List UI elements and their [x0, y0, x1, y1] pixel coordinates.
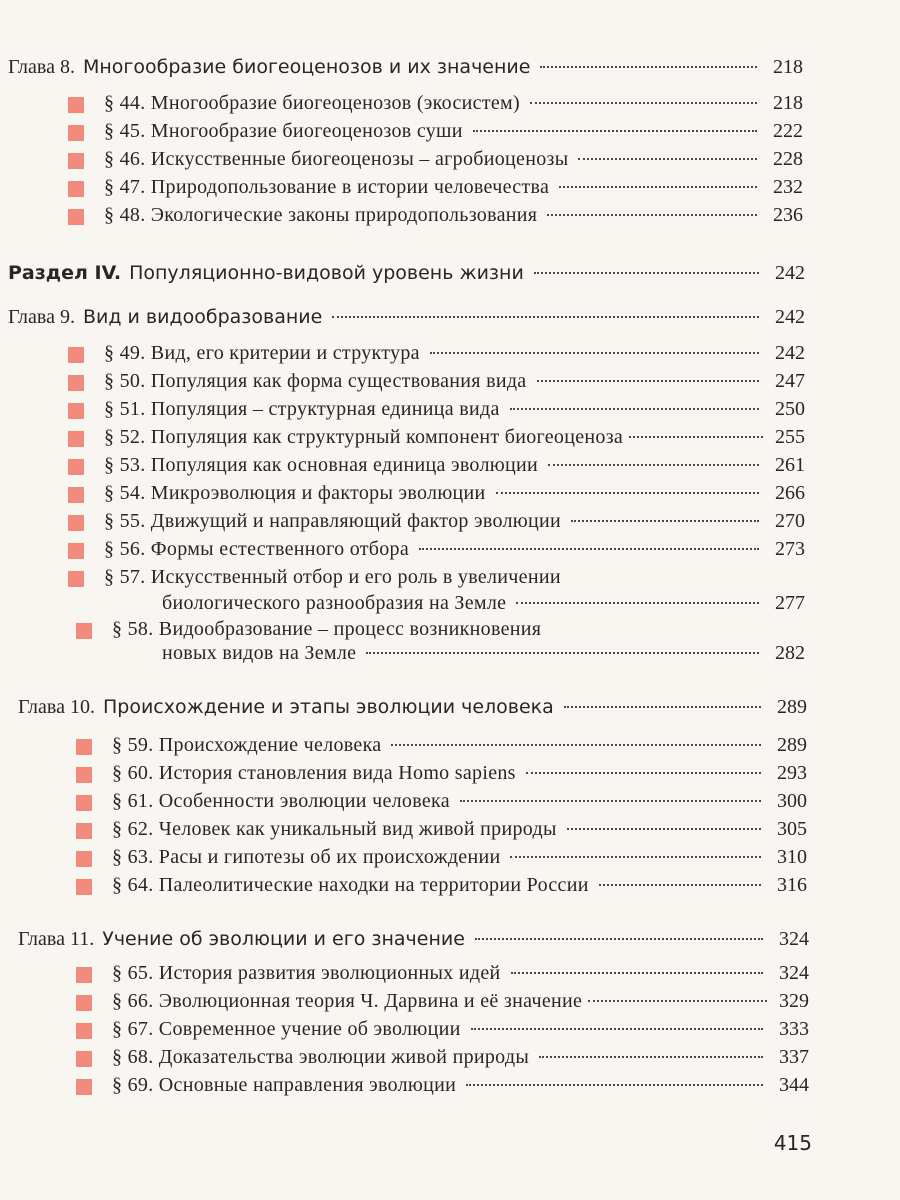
footer-page-number: 415: [773, 1131, 812, 1155]
bullet-square-icon: [68, 459, 84, 475]
toc-entry[interactable]: [112, 962, 809, 985]
toc-entry[interactable]: [104, 342, 805, 365]
page-number: 277: [775, 592, 805, 614]
page-number: 218: [773, 56, 803, 78]
chapter-number: Глава 11.: [18, 928, 95, 950]
entry-title-continued: новых видов на Земле: [162, 642, 357, 664]
chapter-heading[interactable]: [8, 56, 803, 79]
dot-leader: [540, 66, 757, 68]
dot-leader: [548, 464, 759, 466]
bullet-square-icon: [76, 1023, 92, 1039]
dot-leader: [473, 130, 757, 132]
bullet-square-icon: [68, 97, 84, 113]
section-title: [129, 262, 524, 284]
toc-entry[interactable]: [104, 92, 803, 115]
bullet-square-icon: [68, 487, 84, 503]
entry-title: § 58. Видообразование – процесс возникновения: [112, 618, 542, 640]
bullet-square-icon: [76, 1051, 92, 1067]
entry-title: § 50. Популяция как форма существования вида: [104, 370, 527, 392]
dot-leader: [578, 158, 757, 160]
bullet-square-icon: [68, 431, 84, 447]
entry-title: § 47. Природопользование в истории человечества: [104, 176, 550, 198]
dot-leader: [547, 214, 757, 216]
dot-leader: [629, 436, 763, 438]
toc-entry[interactable]: [112, 734, 807, 757]
bullet-square-icon: [68, 209, 84, 225]
toc-entry[interactable]: [112, 846, 807, 869]
toc-entry[interactable]: [104, 426, 805, 449]
entry-title: § 52. Популяция как структурный компонент биогеоценоза: [104, 426, 624, 448]
page-number: 247: [775, 370, 805, 392]
entry-title: § 68. Доказательства эволюции живой природы: [112, 1046, 530, 1068]
dot-leader: [537, 380, 760, 382]
bullet-square-icon: [68, 543, 84, 559]
toc-entry[interactable]: [112, 790, 807, 813]
dot-leader: [599, 884, 761, 886]
chapter-title: Многообразие биогеоценозов и их значение: [82, 56, 531, 78]
page-number: 270: [775, 510, 805, 532]
bullet-square-icon: [68, 347, 84, 363]
chapter-heading[interactable]: [18, 696, 807, 719]
page-number: 232: [773, 176, 803, 198]
toc-entry[interactable]: [104, 398, 805, 421]
page-number: 242: [775, 306, 805, 328]
entry-title: § 69. Основные направления эволюции: [112, 1074, 457, 1096]
entry-title: § 56. Формы естественного отбора: [104, 538, 410, 560]
entry-title: § 51. Популяция – структурная единица вида: [104, 398, 500, 420]
dot-leader: [530, 102, 757, 104]
page-number: 324: [779, 962, 809, 984]
page-number: 236: [773, 204, 803, 226]
page-number: 250: [775, 398, 805, 420]
entry-title: § 60. История становления вида Homo sapiens: [112, 762, 516, 784]
chapter-title: Вид и видообразование: [82, 306, 323, 328]
bullet-square-icon: [76, 1079, 92, 1095]
page-number: 289: [777, 734, 807, 756]
page-number: 261: [775, 454, 805, 476]
entry-title: § 55. Движущий и направляющий фактор эволюции: [104, 510, 562, 532]
page-number: 228: [773, 148, 803, 170]
entry-title: § 44. Многообразие биогеоценозов (экосистем): [104, 92, 520, 114]
dot-leader: [571, 520, 759, 522]
entry-title: § 46. Искусственные биогеоценозы – агробиоценозы: [104, 148, 569, 170]
entry-title: § 63. Расы и гипотезы об их происхождении: [112, 846, 501, 868]
bullet-square-icon: [68, 181, 84, 197]
dot-leader: [567, 828, 761, 830]
section-heading[interactable]: [8, 262, 805, 285]
dot-leader: [366, 652, 759, 654]
chapter-number: Глава 8.: [8, 56, 75, 78]
dot-leader: [534, 272, 759, 274]
toc-entry[interactable]: [104, 538, 805, 561]
toc-entry[interactable]: [112, 1018, 809, 1041]
entry-title: § 53. Популяция как основная единица эволюции: [104, 454, 538, 476]
toc-entry-line1[interactable]: [104, 566, 805, 589]
bullet-square-icon: [68, 571, 84, 587]
bullet-square-icon: [68, 403, 84, 419]
bullet-square-icon: [76, 739, 92, 755]
chapter-heading[interactable]: [8, 306, 805, 329]
bullet-square-icon: [76, 967, 92, 983]
page-number: 242: [775, 342, 805, 364]
entry-title: § 65. История развития эволюционных идей: [112, 962, 501, 984]
entry-title: § 61. Особенности эволюции человека: [112, 790, 450, 812]
entry-title-continued: биологического разнообразия на Земле: [162, 592, 507, 614]
chapter-number: Глава 9.: [8, 306, 75, 328]
page-number: 266: [775, 482, 805, 504]
entry-title: § 54. Микроэволюция и факторы эволюции: [104, 482, 486, 504]
toc-entry-line2[interactable]: [162, 592, 805, 615]
dot-leader: [496, 492, 759, 494]
dot-leader: [419, 548, 759, 550]
dot-leader: [564, 706, 761, 708]
chapter-title: Учение об эволюции и его значение: [102, 928, 465, 950]
toc-entry[interactable]: [104, 510, 805, 533]
dot-leader: [539, 1056, 763, 1058]
toc-entry[interactable]: [104, 120, 803, 143]
bullet-square-icon: [68, 515, 84, 531]
page-number: 273: [775, 538, 805, 560]
dot-leader: [475, 938, 763, 940]
entry-title: § 49. Вид, его критерии и структура: [104, 342, 420, 364]
section-title-text: Популяционно-видовой уровень жизни: [129, 262, 524, 284]
page-number: 300: [777, 790, 807, 812]
page-number: 222: [773, 120, 803, 142]
page-number: 316: [777, 874, 807, 896]
bullet-square-icon: [76, 851, 92, 867]
page-number: 310: [777, 846, 807, 868]
toc-entry[interactable]: [112, 1074, 809, 1097]
entry-title: § 62. Человек как уникальный вид живой природы: [112, 818, 557, 840]
dot-leader: [471, 1028, 763, 1030]
bullet-square-icon: [76, 767, 92, 783]
toc-entry-line2[interactable]: [162, 642, 805, 665]
entry-title: § 67. Современное учение об эволюции: [112, 1018, 461, 1040]
entry-title: § 64. Палеолитические находки на территории России: [112, 874, 589, 896]
dot-leader: [466, 1084, 763, 1086]
page-number: 324: [779, 928, 809, 950]
dot-leader: [588, 1000, 767, 1002]
page-number: 282: [775, 642, 805, 664]
toc-entry[interactable]: [112, 874, 807, 897]
toc-entry[interactable]: [112, 1046, 809, 1069]
bullet-square-icon: [68, 125, 84, 141]
section-number: Раздел IV.: [8, 262, 122, 284]
toc-entry[interactable]: [112, 818, 807, 841]
bullet-square-icon: [76, 623, 92, 639]
dot-leader: [391, 744, 761, 746]
page-number: 242: [775, 262, 805, 284]
dot-leader: [559, 186, 757, 188]
chapter-number: Глава 10.: [18, 696, 95, 718]
dot-leader: [526, 772, 761, 774]
page-number: 218: [773, 92, 803, 114]
page-number: 333: [779, 1018, 809, 1040]
bullet-square-icon: [76, 795, 92, 811]
page-number: 255: [775, 426, 805, 448]
page-number: 293: [777, 762, 807, 784]
page-number: 337: [779, 1046, 809, 1068]
toc-entry[interactable]: [104, 482, 805, 505]
toc-entry-line1[interactable]: [112, 618, 805, 641]
dot-leader: [460, 800, 761, 802]
bullet-square-icon: [68, 375, 84, 391]
toc-entry[interactable]: [104, 176, 803, 199]
entry-title: § 66. Эволюционная теория Ч. Дарвина и её значение: [112, 990, 583, 1012]
dot-leader: [511, 972, 763, 974]
toc-entry[interactable]: [112, 762, 807, 785]
toc-entry[interactable]: [104, 370, 805, 393]
entry-title: § 59. Происхождение человека: [112, 734, 382, 756]
dot-leader: [430, 352, 759, 354]
dot-leader: [332, 316, 759, 318]
page-number: 344: [779, 1074, 809, 1096]
page-number: 289: [777, 696, 807, 718]
bullet-square-icon: [76, 995, 92, 1011]
bullet-square-icon: [76, 823, 92, 839]
entry-title: § 48. Экологические законы природопользования: [104, 204, 538, 226]
chapter-heading[interactable]: [18, 928, 809, 951]
dot-leader: [516, 602, 759, 604]
toc-entry[interactable]: [104, 204, 803, 227]
dot-leader: [510, 408, 759, 410]
bullet-square-icon: [68, 153, 84, 169]
entry-title: § 45. Многообразие биогеоценозов суши: [104, 120, 463, 142]
toc-entry[interactable]: [112, 990, 809, 1013]
toc-entry[interactable]: [104, 454, 805, 477]
page-number: 305: [777, 818, 807, 840]
page-number: 329: [779, 990, 809, 1012]
bullet-square-icon: [76, 879, 92, 895]
entry-title: § 57. Искусственный отбор и его роль в увеличении: [104, 566, 561, 588]
chapter-title: Происхождение и этапы эволюции человека: [102, 696, 554, 718]
toc-entry[interactable]: [104, 148, 803, 171]
dot-leader: [510, 856, 761, 858]
